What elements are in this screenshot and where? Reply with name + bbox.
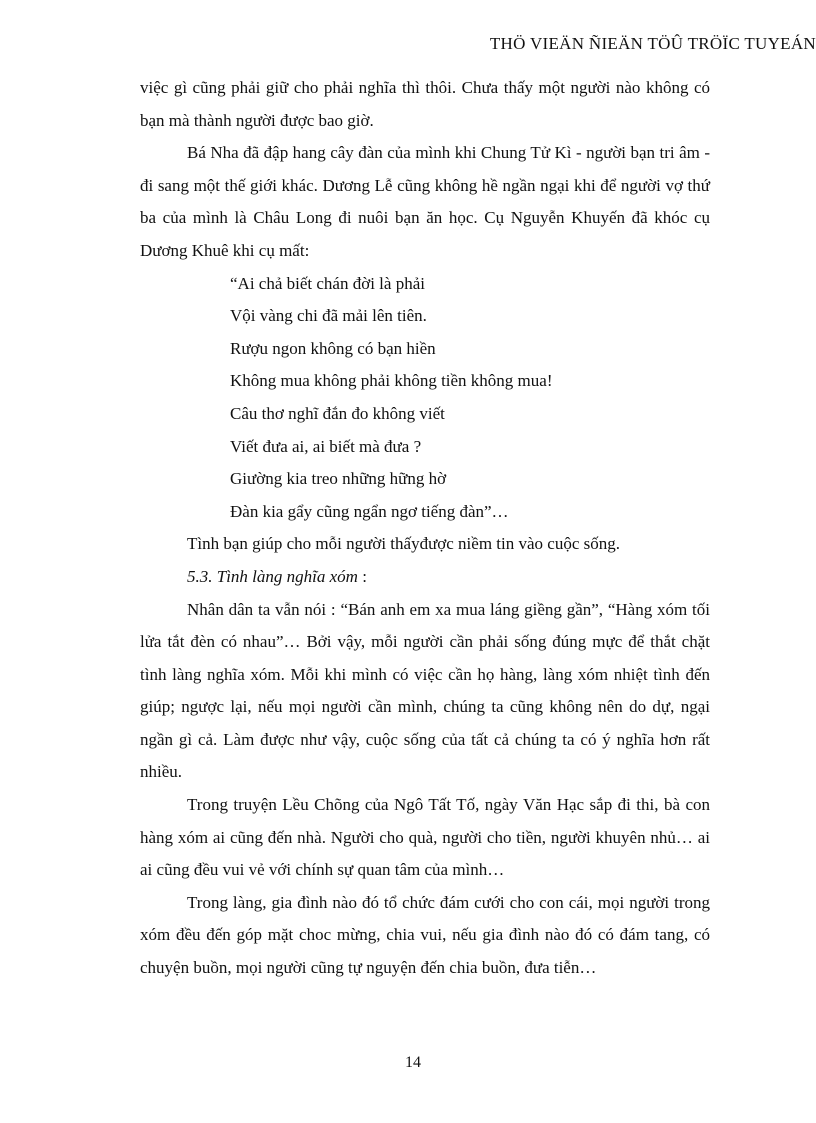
poem-line: Rượu ngon không có bạn hiền — [230, 338, 436, 358]
poem-line: Viết đưa ai, ai biết mà đưa ? — [230, 436, 422, 456]
paragraph: Tình bạn giúp cho mỗi người thấyđược niềm tin vào cuộc sống. — [187, 534, 621, 554]
section-heading — [140, 561, 710, 594]
poem-line: Không mua không phải không tiền không mua! — [230, 371, 553, 391]
section-colon: : — [357, 566, 367, 586]
page-header: THÖ VIEÄN ÑIEÄN TÖÛ TRÖÏC TUYEÁN — [489, 34, 816, 53]
paragraph: việc gì cũng phải giữ cho phải nghĩa thì thôi. Chưa thấy một người nào không có bạn mà thành người được bao giờ. — [140, 78, 710, 130]
paragraph: Trong truyện Lều Chõng của Ngô Tất Tố, ngày Văn Hạc sắp đi thi, bà con hàng xóm ai cũng đến nhà. Người cho quà, người cho tiền, người khuyên nhủ… ai ai cũng đều vui vẻ với chính sự quan tâm của mình… — [140, 795, 710, 880]
poem-line: Câu thơ nghĩ đắn đo không viết — [230, 403, 445, 423]
document-body — [140, 72, 710, 985]
poem-line: Giường kia treo những hững hờ — [230, 469, 447, 489]
poem-block — [140, 268, 710, 529]
poem-line: “Ai chả biết chán đời là phải — [230, 273, 425, 293]
page-number: 14 — [405, 1054, 421, 1071]
paragraph: Trong làng, gia đình nào đó tổ chức đám cưới cho con cái, mọi người trong xóm đều đến góp mặt choc mừng, chia vui, nếu gia đình nào đó có đám tang, có chuyện buồn, mọi người cũng tự nguyện đến chia buồn, đưa tiễn… — [140, 892, 710, 978]
section-title: 5.3. Tình làng nghĩa xóm — [187, 566, 358, 586]
poem-line: Vội vàng chi đã mải lên tiên. — [230, 306, 427, 326]
paragraph: Nhân dân ta vẫn nói : “Bán anh em xa mua láng giềng gần”, “Hàng xóm tối lửa tắt đèn có nhau”… Bởi vậy, mỗi người cần phải sống đúng mực để thắt chặt tình làng nghĩa xóm. Mỗi khi mình có việc cần họ hàng, làng xóm nhiệt tình đến giúp; ngược lại, nếu mọi người cần mình, chúng ta cũng không nên do dự, ngại ngần gì cả. Làm được như vậy, cuộc sống của tất cả chúng ta có ý nghĩa hơn rất nhiều. — [140, 599, 710, 782]
poem-line: Đàn kia gẩy cũng ngẩn ngơ tiếng đàn”… — [230, 501, 509, 521]
paragraph: Bá Nha đã đập hang cây đàn của mình khi Chung Tử Kì - người bạn tri âm - đi sang một thế giới khác. Dương Lễ cũng không hề ngần ngại khi để người vợ thứ ba của mình là Châu Long đi nuôi bạn ăn học. Cụ Nguyễn Khuyến đã khóc cụ Dương Khuê khi cụ mất: — [140, 143, 710, 260]
